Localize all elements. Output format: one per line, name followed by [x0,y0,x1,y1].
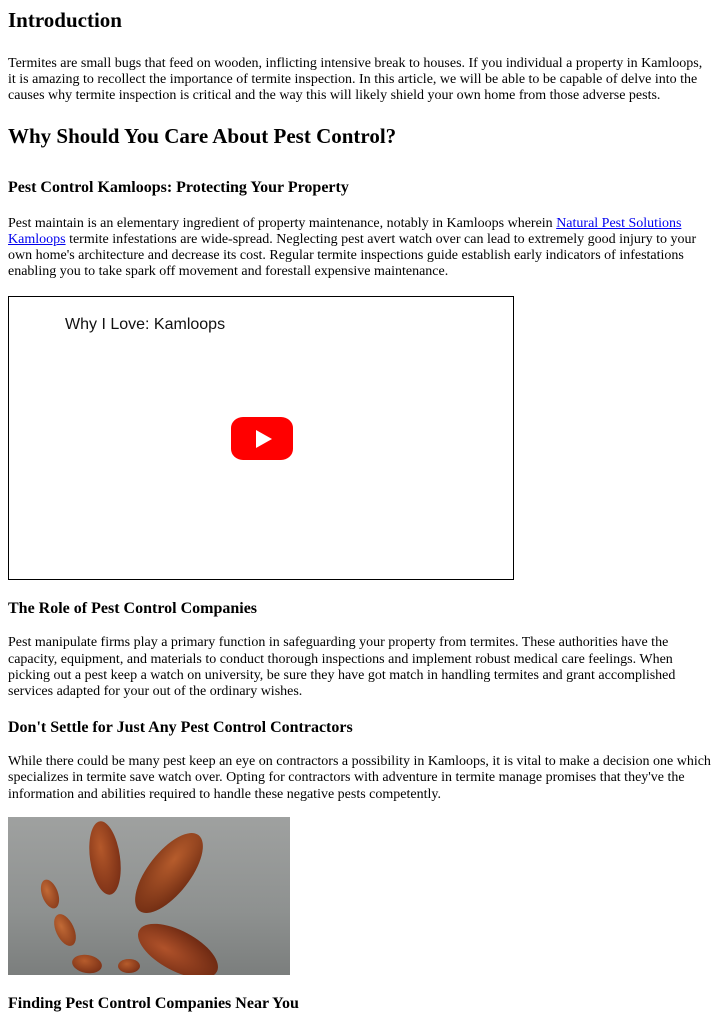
intro-paragraph: Termites are small bugs that feed on wooden, inflicting intensive break to houses. If you individual a property in Kamloops, it is amazing to recollect the importance of termite inspection. In this article, we will be able to be capable of delve into the causes why termite inspection is critical and the way this will likely shield your own home from those adverse pests. [8,56,703,104]
protecting-text-after: termite infestations are wide-spread. Neglecting pest avert watch over can lead to extremely good injury to your own home's architecture and decrease its cost. Regular termite inspections guide establish early indicators of infestations enabling you to take spark off movement and forestall expensive maintenance. [8,231,697,280]
intro-heading: Introduction [8,8,122,32]
natural-pest-solutions-link[interactable]: Natural Pest Solutions Kamloops [8,215,682,247]
video-embed[interactable] [8,296,514,580]
protecting-paragraph [8,216,712,281]
cockroach-illustration [123,822,215,924]
cockroach-illustration [85,819,125,896]
why-care-heading: Why Should You Care About Pest Control? [8,123,397,148]
cockroach-illustration [118,959,140,973]
cockroach-illustration [71,952,104,974]
finding-heading: Finding Pest Control Companies Near You [8,994,299,1012]
protecting-heading: Pest Control Kamloops: Protecting Your Property [8,178,349,196]
cockroaches-photo [8,817,290,975]
role-heading: The Role of Pest Control Companies [8,600,258,618]
cockroach-illustration [130,913,226,975]
cockroach-illustration [50,911,81,949]
settle-paragraph: While there could be many pest keep an eye on contractors a possibility in Kamloops, it is vital to make a decision one which specializes in termite save watch over. Opting for contractors with adventure in termite manage promises that they've the information and abilities required to handle these negative pests competently. [8,754,711,802]
cockroach-illustration [37,877,62,911]
youtube-play-icon[interactable] [231,417,293,460]
video-title[interactable]: Why I Love: Kamloops [65,316,226,334]
protecting-text-before: Pest maintain is an elementary ingredient of property maintenance, notably in Kamloops wherein [8,215,557,231]
role-paragraph: Pest manipulate firms play a primary function in safeguarding your property from termites. These authorities have the capacity, equipment, and materials to conduct thorough inspections and implement robust medical care feelings. When picking out a pest keep a watch on university, be sure they have got match in handling termites and grant accomplished services adapted for your out of the ordinary wishes. [8,635,676,700]
settle-heading: Don't Settle for Just Any Pest Control Contractors [8,719,353,737]
